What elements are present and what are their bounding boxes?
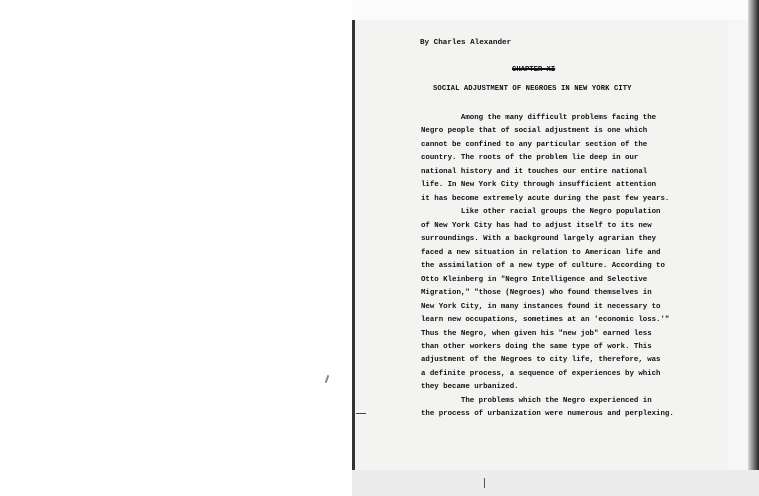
text-line: the process of urbanization were numerous and perplexing. [421, 410, 674, 419]
margin-dash [356, 413, 366, 414]
blank-left-page [0, 0, 352, 496]
text-line: The problems which the Negro experienced in [421, 396, 652, 405]
page-bottom-edge [352, 470, 759, 496]
text-line: the assimilation of a new type of culture. According to [421, 262, 665, 271]
text-line: Among the many difficult problems facing the [421, 114, 657, 122]
text-line: cannot be confined to any particular section of the [421, 140, 648, 149]
text-line: it has become extremely acute during the past few years. [421, 194, 670, 203]
text-line: a definite process, a sequence of experiences by which [421, 369, 661, 378]
text-line: New York City, in many instances found it necessary to [421, 302, 661, 311]
text-line: of New York City has had to adjust itself to its new [421, 221, 652, 230]
struck-chapter-heading: CHAPTER XI [512, 66, 556, 74]
text-line: Migration," "those (Negroes) who found themselves in [421, 289, 652, 298]
text-line: life. In New York City through insufficient attention [421, 181, 657, 190]
text-line: they became urbanized. [421, 383, 519, 392]
text-line: Thus the Negro, when given his "new job" earned less [421, 329, 652, 338]
text-line: Otto Kleinberg in "Negro Intelligence and Selective [421, 275, 648, 284]
text-line: Like other racial groups the Negro population [421, 208, 661, 217]
author-line: By Charles Alexander [420, 39, 512, 47]
text-line: Negro people that of social adjustment is one which [421, 127, 648, 136]
text-line: than other workers doing the same type of work. This [421, 342, 652, 351]
body-text [421, 112, 721, 422]
text-line: national history and it touches our entire national [421, 167, 648, 176]
text-line: faced a new situation in relation to American life and [421, 248, 661, 257]
text-line: country. The roots of the problem lie deep in our [421, 154, 639, 163]
text-line: surroundings. With a background largely agrarian they [421, 235, 657, 244]
scan-edge [748, 0, 759, 496]
text-line: learn new occupations, sometimes at an 'economic loss.'" [421, 316, 670, 325]
text-line: adjustment of the Negroes to city life, therefore, was [421, 356, 661, 365]
page-title: SOCIAL ADJUSTMENT OF NEGROES IN NEW YORK CITY [433, 85, 632, 93]
bottom-tick-mark [484, 478, 485, 488]
